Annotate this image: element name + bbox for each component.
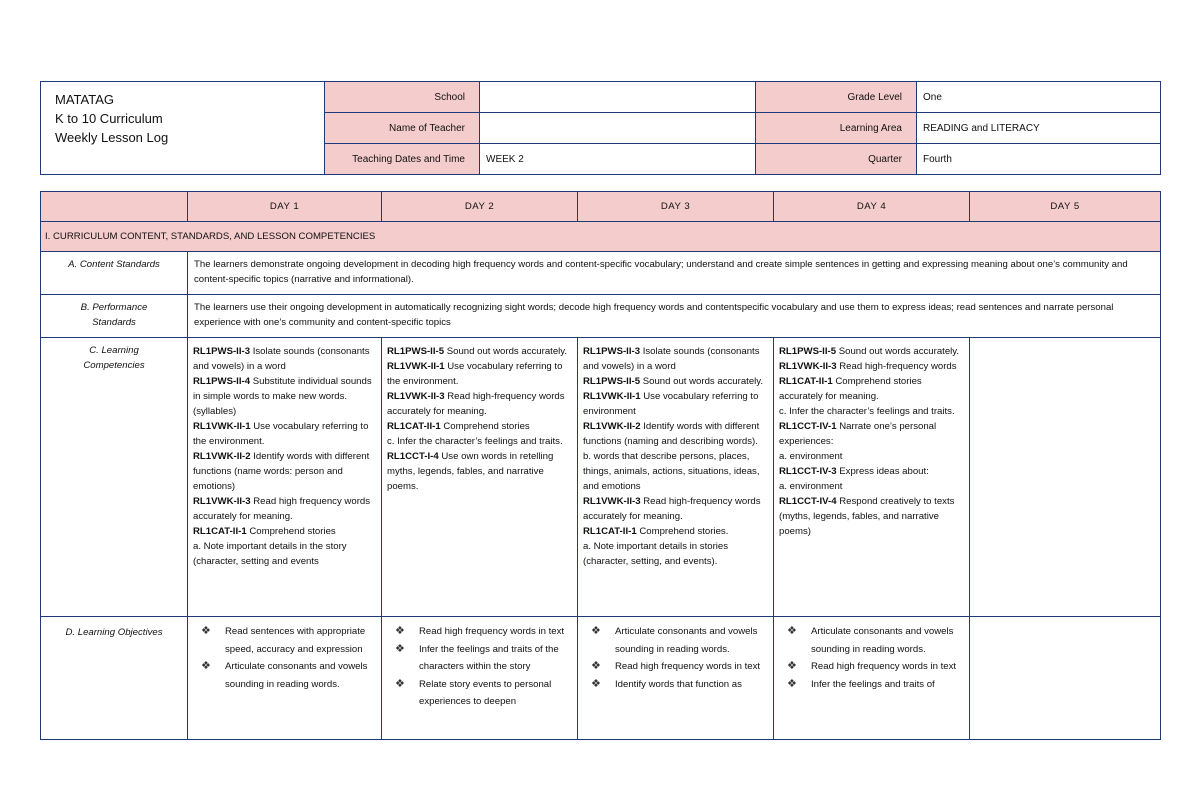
competency-item	[193, 494, 377, 524]
objectives-day-2[interactable]	[382, 617, 578, 740]
competency-code: RL1PWS-II-5	[387, 346, 445, 357]
competency-text: Read high-frequency words	[836, 361, 957, 372]
competency-item	[779, 464, 965, 479]
competency-item	[193, 449, 377, 494]
competency-item	[583, 449, 769, 494]
quarter-value[interactable]: Fourth	[917, 144, 1161, 175]
competencies-row	[41, 338, 1161, 617]
objective-text: Articulate consonants and vowels sounding in reading words.	[225, 661, 368, 690]
competency-code: RL1CCT-I-4	[387, 451, 439, 462]
competency-code: RL1CAT-II-1	[193, 526, 247, 537]
content-standards-label: A. Content Standards	[41, 252, 188, 295]
competency-text: Comprehend stories.	[636, 526, 729, 537]
diamond-bullet-icon: ❖	[787, 625, 797, 637]
competency-item	[583, 344, 769, 374]
grade-level-label: Grade Level	[756, 82, 917, 113]
title-line-3: Weekly Lesson Log	[55, 130, 169, 145]
competency-code: RL1VWK-II-2	[583, 421, 641, 432]
competency-item	[779, 404, 965, 419]
competency-item	[583, 524, 769, 539]
competency-text: Express ideas about:	[836, 466, 929, 477]
competency-text: Comprehend stories	[440, 421, 530, 432]
competencies-day-4[interactable]	[774, 338, 970, 617]
objective-item	[395, 641, 573, 676]
header-table	[40, 81, 1161, 175]
competency-text: Use own words in retelling myths, legends, fables, and narrative poems.	[387, 451, 554, 492]
objective-item	[395, 676, 573, 711]
competency-code: RL1PWS-II-5	[583, 376, 641, 387]
objective-list	[387, 623, 573, 711]
objective-text: Relate story events to personal experiences to deepen	[419, 678, 552, 707]
competency-text: Sound out words accurately.	[640, 376, 764, 387]
competency-code: RL1VWK-II-1	[193, 421, 251, 432]
competency-code: RL1VWK-II-3	[779, 361, 837, 372]
objective-list	[583, 623, 769, 693]
day-5-header: DAY 5	[970, 192, 1161, 222]
content-standards-text[interactable]: The learners demonstrate ongoing development in decoding high frequency words and content-specific vocabulary; understand and create simple sentences in getting and expressing meaning about one’s community and content-specific topics (narrative and informational).	[188, 252, 1161, 295]
competency-text: a. Note important details in stories (character, setting, and events).	[583, 541, 729, 567]
competency-item	[193, 419, 377, 449]
day-4-header: DAY 4	[774, 192, 970, 222]
competency-item	[387, 389, 573, 419]
competency-code: RL1CCT-IV-4	[779, 496, 837, 507]
competency-code: RL1CAT-II-1	[583, 526, 637, 537]
competency-item	[779, 419, 965, 449]
grade-level-value[interactable]: One	[917, 82, 1161, 113]
objective-text: Infer the feelings and traits of	[811, 678, 935, 690]
competency-code: RL1CCT-IV-1	[779, 421, 837, 432]
competency-text: a. environment	[779, 481, 843, 492]
competency-code: RL1VWK-II-3	[583, 496, 641, 507]
objective-item	[787, 658, 965, 676]
competency-item	[193, 539, 377, 569]
competency-text: Read high frequency words accurately for meaning.	[193, 496, 371, 522]
competency-item	[583, 374, 769, 389]
objective-text: Articulate consonants and vowels sounding in reading words.	[811, 626, 954, 655]
competencies-day-2[interactable]	[382, 338, 578, 617]
competency-item	[193, 524, 377, 539]
teaching-dates-value[interactable]: WEEK 2	[480, 144, 756, 175]
section-row	[41, 222, 1161, 252]
diamond-bullet-icon: ❖	[591, 660, 601, 672]
objectives-day-1[interactable]	[188, 617, 382, 740]
competency-code: RL1VWK-II-1	[387, 361, 445, 372]
competency-text: Narrate one’s personal experiences:	[779, 421, 937, 447]
competency-code: RL1PWS-II-3	[193, 346, 251, 357]
competencies-label: C. Learning Competencies	[41, 338, 188, 617]
diamond-bullet-icon: ❖	[787, 677, 797, 690]
learning-area-value[interactable]: READING and LITERACY	[917, 113, 1161, 144]
competency-text: Substitute individual sounds in simple words to make new words. (syllables)	[193, 376, 372, 417]
quarter-label: Quarter	[756, 144, 917, 175]
objectives-label: D. Learning Objectives	[41, 617, 188, 740]
objective-item	[591, 623, 769, 658]
day-1-header: DAY 1	[188, 192, 382, 222]
competency-item	[779, 479, 965, 494]
content-standards-row	[41, 252, 1161, 295]
competency-code: RL1VWK-II-1	[583, 391, 641, 402]
competency-item	[387, 434, 573, 449]
competency-item	[779, 344, 965, 359]
day-3-header: DAY 3	[578, 192, 774, 222]
objective-text: Read high frequency words in text	[811, 661, 957, 672]
objective-text: Infer the feelings and traits of the characters within the story	[419, 643, 559, 672]
objective-item	[591, 676, 769, 694]
competency-code: RL1VWK-II-3	[387, 391, 445, 402]
competency-code: RL1CAT-II-1	[387, 421, 441, 432]
competency-code: RL1VWK-II-2	[193, 451, 251, 462]
teaching-dates-label: Teaching Dates and Time	[325, 144, 480, 175]
diamond-bullet-icon: ❖	[395, 677, 405, 690]
performance-standards-row	[41, 295, 1161, 338]
competency-text: c. Infer the character’s feelings and traits.	[387, 436, 563, 447]
competency-text: Sound out words accurately.	[836, 346, 960, 357]
competency-item	[387, 344, 573, 359]
competency-item	[193, 374, 377, 419]
objective-item	[395, 623, 573, 641]
objectives-row	[41, 617, 1161, 740]
day-2-header: DAY 2	[382, 192, 578, 222]
competency-item	[779, 374, 965, 404]
competency-item	[779, 494, 965, 539]
competency-item	[583, 494, 769, 524]
objective-list	[779, 623, 965, 693]
objective-list	[193, 623, 377, 693]
competency-item	[583, 389, 769, 419]
competency-code: RL1VWK-II-3	[193, 496, 251, 507]
objective-text: Identify words that function as	[615, 678, 742, 690]
competency-text: Isolate sounds (consonants and vowels) in a word	[193, 346, 370, 372]
title-line-1: MATATAG	[55, 92, 114, 107]
diamond-bullet-icon: ❖	[591, 677, 601, 690]
diamond-bullet-icon: ❖	[395, 625, 405, 637]
teacher-label: Name of Teacher	[325, 113, 480, 144]
objectives-day-4[interactable]	[774, 617, 970, 740]
competency-text: a. environment	[779, 451, 843, 462]
competency-item	[779, 449, 965, 464]
competency-item	[387, 359, 573, 389]
competency-text: Use vocabulary referring to the environment.	[193, 421, 369, 447]
school-value[interactable]	[480, 82, 756, 113]
diamond-bullet-icon: ❖	[591, 625, 601, 637]
competency-item	[387, 419, 573, 434]
objective-text: Read high frequency words in text	[615, 661, 761, 672]
objective-text: Read sentences with appropriate speed, accuracy and expression	[225, 626, 366, 655]
competency-text: Comprehend stories accurately for meaning.	[779, 376, 922, 402]
day-header-empty	[41, 192, 188, 222]
day-header-row	[41, 192, 1161, 222]
competency-text: Use vocabulary referring to environment	[583, 391, 759, 417]
competency-text: b. words that describe persons, places, things, animals, actions, situations, ideas, and emotions	[583, 451, 760, 492]
competencies-day-3[interactable]	[578, 338, 774, 617]
competency-text: c. Infer the character’s feelings and traits.	[779, 406, 955, 417]
document-title-block	[41, 82, 325, 175]
teacher-value[interactable]	[480, 113, 756, 144]
lesson-log-table	[40, 191, 1161, 740]
competency-code: RL1PWS-II-5	[779, 346, 837, 357]
competency-text: Read high-frequency words accurately for meaning.	[387, 391, 565, 417]
competency-item	[193, 344, 377, 374]
section-title: I. CURRICULUM CONTENT, STANDARDS, AND LESSON COMPETENCIES	[41, 222, 1161, 252]
competency-text: Identify words with different functions (naming and describing words).	[583, 421, 760, 447]
competency-text: Respond creatively to texts (myths, legends, fables, and narrative poems)	[779, 496, 955, 537]
objective-text: Articulate consonants and vowels sounding in reading words.	[615, 626, 758, 655]
competency-code: RL1CCT-IV-3	[779, 466, 837, 477]
objective-item	[787, 623, 965, 658]
performance-standards-text[interactable]: The learners use their ongoing development in automatically recognizing sight words; decode high frequency words and contentspecific vocabulary and use them to express ideas; read sentences and narrate personal experience with one’s community and content-specific topics	[188, 295, 1161, 338]
objectives-day-5[interactable]	[970, 617, 1161, 740]
competency-item	[583, 539, 769, 569]
competency-code: RL1CAT-II-1	[779, 376, 833, 387]
competencies-day-1[interactable]	[188, 338, 382, 617]
objective-item	[201, 658, 377, 693]
competency-text: Sound out words accurately.	[444, 346, 568, 357]
competency-text: Read high-frequency words accurately for meaning.	[583, 496, 761, 522]
objective-text: Read high frequency words in text	[419, 626, 565, 637]
diamond-bullet-icon: ❖	[201, 625, 211, 637]
diamond-bullet-icon: ❖	[201, 660, 211, 672]
objectives-day-3[interactable]	[578, 617, 774, 740]
objective-item	[591, 658, 769, 676]
competency-text: Isolate sounds (consonants and vowels) in a word	[583, 346, 760, 372]
title-line-2: K to 10 Curriculum	[55, 111, 163, 126]
competency-text: Comprehend stories	[246, 526, 336, 537]
competency-text: Use vocabulary referring to the environment.	[387, 361, 563, 387]
competency-code: RL1PWS-II-4	[193, 376, 251, 387]
competency-text: a. Note important details in the story (character, setting and events	[193, 541, 347, 567]
competencies-day-5[interactable]	[970, 338, 1161, 617]
competency-item	[779, 359, 965, 374]
learning-area-label: Learning Area	[756, 113, 917, 144]
competency-item	[583, 419, 769, 449]
diamond-bullet-icon: ❖	[787, 660, 797, 672]
competency-text: Identify words with different functions (name words: person and emotions)	[193, 451, 370, 492]
competency-item	[387, 449, 573, 494]
objective-item	[201, 623, 377, 658]
school-label: School	[325, 82, 480, 113]
objective-item	[787, 676, 965, 694]
diamond-bullet-icon: ❖	[395, 642, 405, 655]
competency-code: RL1PWS-II-3	[583, 346, 641, 357]
performance-standards-label: B. Performance Standards	[41, 295, 188, 338]
